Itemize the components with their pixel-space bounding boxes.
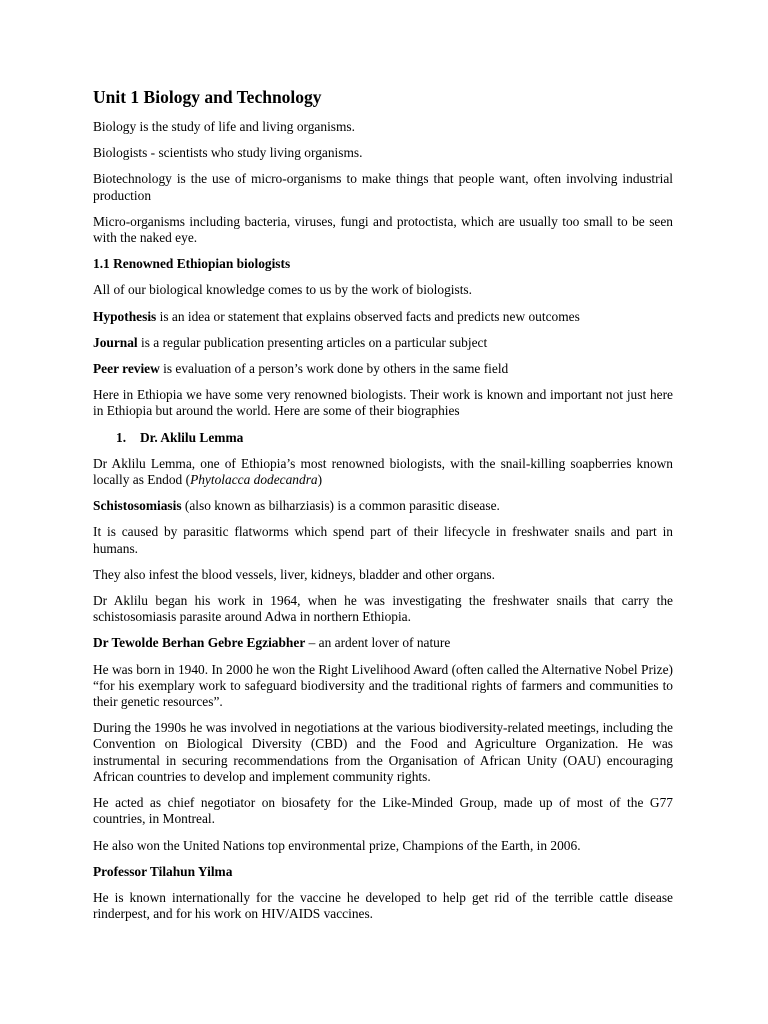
text-run: Dr Aklilu Lemma, one of Ethiopia’s most renowned biologists, with the snail-killing soapberries known locally as Endod (	[93, 455, 673, 488]
text-run: )	[317, 472, 323, 488]
intro-paragraph-3: Biotechnology is the use of micro-organisms to make things that people want, often involving industrial production	[93, 171, 673, 203]
intro-paragraph-1: Biology is the study of life and living organisms.	[93, 119, 355, 134]
definition-text: is an idea or statement that explains observed facts and predicts new outcomes	[156, 308, 580, 324]
section-heading: 1.1 Renowned Ethiopian biologists	[93, 256, 291, 272]
lemma-paragraph-3: It is caused by parasitic flatworms which spend part of their lifecycle in freshwater snails and part in humans.	[93, 524, 673, 556]
definition-text: is evaluation of a person’s work done by others in the same field	[159, 361, 509, 377]
definition-peer-review	[93, 361, 673, 377]
section-paragraph-2: Here in Ethiopia we have some very renowned biologists. Their work is known and important not just here in Ethiopia but around the world. Here are some of their biographies	[93, 387, 673, 419]
definition-hypothesis	[93, 309, 673, 325]
species-name: Phytolacca dodecandra	[190, 472, 318, 488]
definition-term: Schistosomiasis	[93, 498, 182, 514]
lemma-paragraph-4: They also infest the blood vessels, liver, kidneys, bladder and other organs.	[93, 566, 495, 582]
definition-term: Journal	[93, 334, 138, 350]
definition-text: is a regular publication presenting articles on a particular subject	[137, 334, 488, 350]
tewolde-paragraph-2: During the 1990s he was involved in negotiations at the various biodiversity-related meetings, including the Convention on Biological Diversity (CBD) and the Food and Agriculture Organization. He was instrumental in securing recommendations from the Organisation of African Unity (OAU) encouraging African countries to develop and implement community rights.	[93, 720, 673, 784]
definition-schistosomiasis	[93, 498, 673, 514]
section-paragraph-1: All of our biological knowledge comes to us by the work of biologists.	[93, 282, 472, 298]
list-number: 1.	[116, 429, 127, 445]
tewolde-paragraph-1: He was born in 1940. In 2000 he won the Right Livelihood Award (often called the Alternative Nobel Prize) “for his exemplary work to safeguard biodiversity and the traditional rights of farmers and communities to their genetic resources”.	[93, 661, 673, 710]
definition-term: Hypothesis	[93, 308, 157, 324]
definition-text: (also known as bilharziasis) is a common parasitic disease.	[181, 498, 500, 514]
lemma-paragraph-1	[93, 456, 673, 488]
tewolde-paragraph-4: He also won the United Nations top environmental prize, Champions of the Earth, in 2006.	[93, 837, 581, 853]
tewolde-paragraph-3: He acted as chief negotiator on biosafety for the Like-Minded Group, made up of most of the G77 countries, in Montreal.	[93, 795, 673, 827]
document-body	[93, 86, 673, 932]
intro-paragraph-4: Micro-organisms including bacteria, viruses, fungi and protoctista, which are usually too small to be seen with the naked eye.	[93, 213, 673, 246]
definition-journal	[93, 335, 673, 351]
biography-heading-lemma	[93, 430, 673, 446]
biography-heading-tilahun: Professor Tilahun Yilma	[93, 863, 233, 879]
biography-heading-tewolde	[93, 635, 673, 651]
definition-term: Peer review	[93, 361, 160, 377]
biography-name: Dr Tewolde Berhan Gebre Egziabher	[93, 635, 306, 651]
tilahun-paragraph-1: He is known internationally for the vaccine he developed to help get rid of the terrible cattle disease rinderpest, and for his work on HIV/AIDS vaccines.	[93, 889, 673, 922]
page-title: Unit 1 Biology and Technology	[93, 87, 322, 107]
intro-paragraph-2: Biologists - scientists who study living organisms.	[93, 145, 363, 161]
biography-name: Dr. Aklilu Lemma	[140, 429, 244, 445]
lemma-paragraph-5: Dr Aklilu began his work in 1964, when he was investigating the freshwater snails that carry the schistosomiasis parasite around Adwa in northern Ethiopia.	[93, 593, 673, 625]
biography-subtitle: – an ardent lover of nature	[305, 635, 451, 651]
